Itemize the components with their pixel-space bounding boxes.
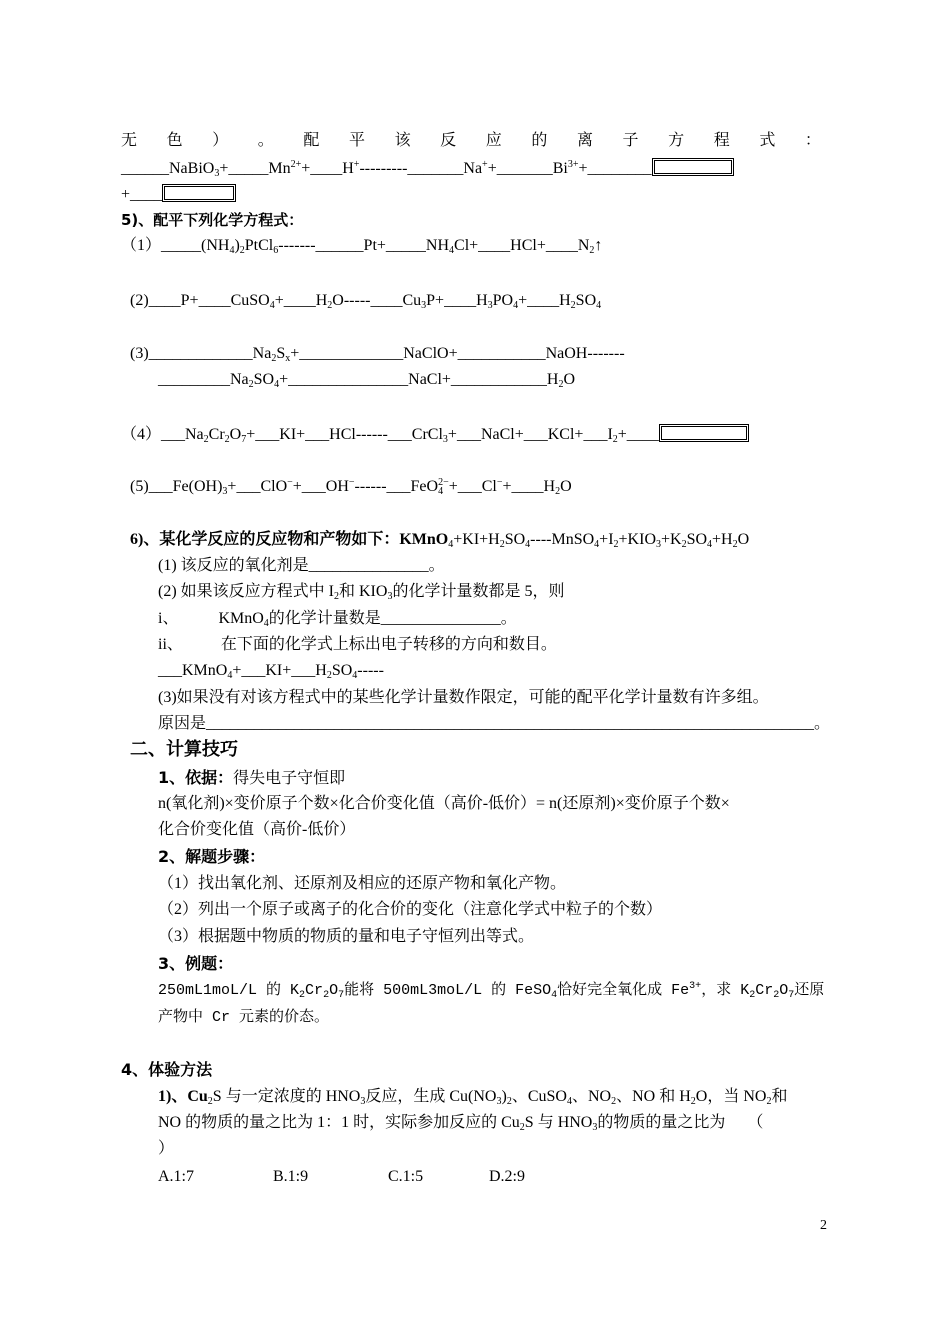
char: 的	[531, 132, 548, 149]
q6-title: 6)、某化学反应的反应物和产物如下：$KMnO_4+KI+H_2SO_4----MnSO_4+I_2+KIO_3+K_2SO_4+H_2O$	[130, 531, 750, 550]
formula-line-cont: 化合价变化值（高价-低价）	[158, 821, 356, 838]
page-number: 2	[820, 1218, 827, 1233]
answer-box[interactable]	[659, 424, 749, 442]
section-title: 二、计算技巧	[130, 739, 238, 760]
example-line-cont: 产物中 Cr 元素的价态。	[158, 1009, 330, 1026]
example-heading: 3、例题：	[158, 954, 234, 973]
q5-eq3-cont: $\_\_\_\_\_\_\_\_\_Na_2SO_4+\_\_\_\_\_\_\_\_\_\_\_\_\_\_\_NaCl+\_\_\_\_\_\_\_\_\_\_\_\_H_2O$	[158, 371, 576, 390]
q6-part3: (3)如果没有对该方程式中的某些化学计量数作限定，可能的配平化学计量数有许多组。	[158, 689, 769, 706]
intro-line	[121, 131, 821, 151]
step-item: （2）列出一个原子或离子的化合价的变化（注意化学式中粒子的个数）	[158, 901, 663, 918]
q5-eq5: $(5)\_\_\_Fe(OH)_3+\_\_\_ClO^-+\_\_\_OH^-------\_\_\_FeO_4^{2-}+\_\_\_Cl^-+\_\_\_\_H_2O$	[130, 477, 572, 497]
char: 无	[121, 132, 138, 149]
problem-line-cont: NO 的物质的量之比为 1：1 时，实际参加反应的 $Cu_2S$ 与 $HNO_3$的物质的量之比为 （	[158, 1114, 764, 1133]
steps-heading: 2、解题步骤：	[158, 847, 266, 866]
problem-bracket: ）	[158, 1140, 175, 1157]
option-a[interactable]: A.1:7	[158, 1168, 194, 1185]
char: 。	[257, 132, 274, 149]
q5-eq1: $(1)\_\_\_\_\_(NH_4)_2PtCl_6-------\_\_\_\_\_\_Pt+\_\_\_\_\_NH_4Cl+\_\_\_\_HCl+\_\_\_\_N_2↑$	[121, 237, 603, 256]
option-d[interactable]: D.2:9	[489, 1168, 525, 1185]
q6-part2: (2) 如果该反应方程式中 $I_2$和 $KIO_3$的化学计量数都是 5，则	[158, 583, 565, 602]
char: ）	[212, 132, 229, 149]
char: 式	[759, 132, 776, 149]
q5-eq3: $(3)\_\_\_\_\_\_\_\_\_\_\_\_\_Na_2S_x+\_\_\_\_\_\_\_\_\_\_\_\_\_NaClO+\_\_\_\_\_\_\_\_\_\_\_NaOH-------$	[130, 345, 625, 364]
step-item: （1）找出氧化剂、还原剂及相应的还原产物和氧化产物。	[158, 875, 567, 892]
example-line: 250mL1moL/L 的 $K_2Cr_2O_7$能将 500mL3moL/L 的 FeSO$_4$恰好完全氧化成 $Fe^{3+}$，求 $K_2Cr_2O_7$还原	[158, 981, 825, 1001]
nabio3-equation: $\_\_\_\_\_\_NaBiO_3+\_\_\_\_\_Mn^{2+}+\_\_\_\_H^+---------\_\_\_\_\_\_\_Na^++\_\_\_\_\_\_\_Bi^{3+}+\_\_\_\_\_\_\_\_$	[121, 158, 734, 179]
q6-part2-i: i、 KMnO$_4$的化学计量数是_______________。	[158, 610, 517, 629]
char: ：	[804, 132, 821, 149]
q6-part3-reason: 原因是____________________________________________________________________________。	[158, 715, 831, 732]
option-c[interactable]: C.1:5	[388, 1168, 424, 1185]
formula-line: n(氧化剂)×变价原子个数×化合价变化值（高价-低价）= n(还原剂)×变价原子个数×	[158, 795, 730, 812]
step-item: （3）根据题中物质的物质的量和电子守恒列出等式。	[158, 928, 535, 945]
char: 子	[622, 132, 639, 149]
q6-equation: $\_\_\_KMnO_4+\_\_\_KI+\_\_\_H_2SO_4-----$	[158, 662, 384, 681]
answer-box[interactable]	[652, 158, 734, 176]
char: 反	[440, 132, 457, 149]
char: 该	[394, 132, 411, 149]
answer-box[interactable]	[162, 184, 236, 202]
basis-line: 1、依据：得失电子守恒即	[158, 768, 346, 787]
q6-part1: (1) 该反应的氧化剂是_______________。	[158, 557, 445, 574]
option-b[interactable]: B.1:9	[273, 1168, 309, 1185]
q5-eq2: $(2)\_\_\_\_P+\_\_\_\_CuSO_4+\_\_\_\_H_2O-----\_\_\_\_Cu_3P+\_\_\_\_H_3PO_4+\_\_\_\_H_2SO_4$	[130, 292, 602, 311]
char: 配	[303, 132, 320, 149]
char: 平	[348, 132, 365, 149]
problem-line: 1)、$Cu_2S$ 与一定浓度的 $HNO_3$反应，生成 $Cu(NO_3)_2$、CuSO$_4$、$NO_2$、NO 和 $H_2O$，当 $NO_2$和	[158, 1088, 788, 1107]
char: 离	[576, 132, 593, 149]
q6-part2-ii: ii、 在下面的化学式上标出电子转移的方向和数目。	[158, 636, 557, 653]
char: 方	[668, 132, 685, 149]
nabio3-equation-cont: +____	[121, 184, 236, 205]
char: 应	[485, 132, 502, 149]
char: 色	[166, 132, 183, 149]
experience-heading: 4、体验方法	[121, 1060, 213, 1079]
char: 程	[713, 132, 730, 149]
q5-title: 5)、配平下列化学方程式：	[121, 211, 304, 229]
q5-eq4: $(4)\_\_\_Na_2Cr_2O_7+\_\_\_KI+\_\_\_HCl------\_\_\_CrCl_3+\_\_\_NaCl+\_\_\_KCl+\_\_\_I_2+\_\_\_\_$	[121, 424, 749, 445]
